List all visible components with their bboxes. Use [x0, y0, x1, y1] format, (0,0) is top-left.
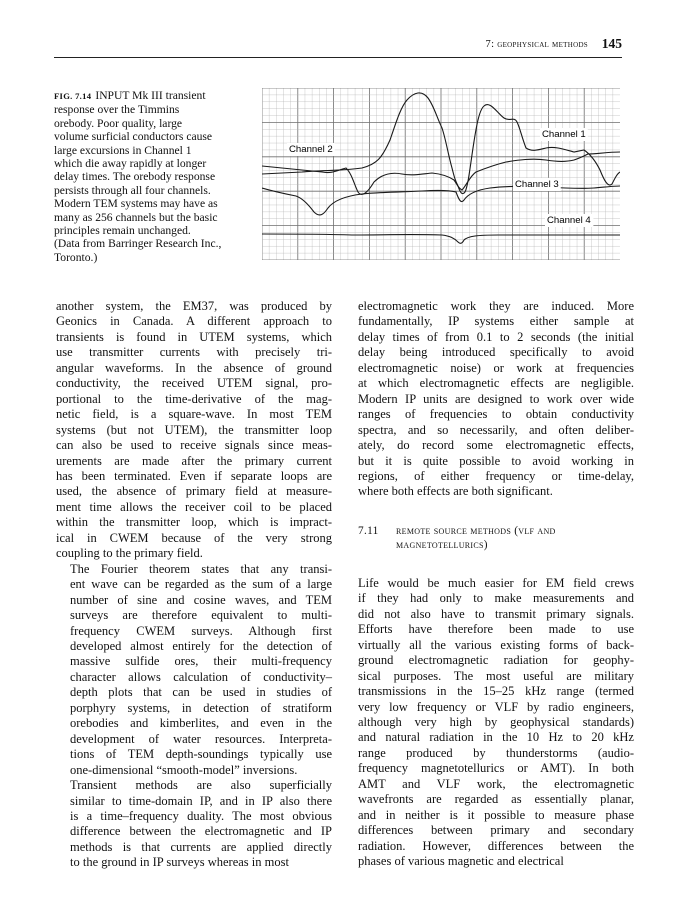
- caption-line: which die away rapidly at longer: [54, 157, 207, 171]
- header-rule: [54, 57, 622, 58]
- text-line: The Fourier theorem states that any transi-: [70, 561, 332, 576]
- text-line: Life would be much easier for EM field crews: [358, 575, 634, 590]
- text-line: ately, do record some electromagnetic effects,: [358, 438, 634, 453]
- figure-svg: [262, 88, 620, 260]
- text-line: another system, the EM37, was produced by: [56, 299, 332, 313]
- text-line: use transmitter currents with precisely tri-: [56, 345, 332, 360]
- text-line: frequency CWEM surveys. Although first: [70, 623, 332, 638]
- channel-2-label: Channel 2: [289, 144, 333, 155]
- paragraph: [358, 576, 634, 870]
- text-line: character allows calculation of conductivity–: [70, 669, 332, 684]
- transient-response-figure: [262, 88, 620, 260]
- text-line: netic field, is a square-wave. In most TEM: [56, 407, 332, 422]
- channel-1-label: Channel 1: [542, 129, 586, 140]
- text-line: where both effects are both significant.: [358, 484, 553, 499]
- text-line: similar to time-domain IP, and in IP also there: [70, 793, 332, 808]
- text-line: regions, of either frequency or time-delay,: [358, 468, 634, 483]
- text-line: is a time–frequency duality. The most obvious: [70, 808, 332, 823]
- caption-line: FIG. 7.14 INPUT Mk III transient: [54, 89, 206, 102]
- text-line: difference between the electromagnetic and IP: [70, 824, 332, 839]
- text-line: frequency magnetotellurics or AMT). In both: [358, 761, 634, 776]
- channel-3-label: Channel 3: [515, 179, 559, 190]
- caption-line: (Data from Barringer Research Inc.,: [54, 237, 222, 251]
- text-line: sical purposes. The most useful are military: [358, 668, 634, 683]
- caption-line: Modern TEM systems may have as: [54, 197, 218, 211]
- text-line: electromagnetic noise) or work at frequencies: [358, 360, 634, 375]
- text-line: electromagnetic work they are induced. More: [358, 299, 634, 313]
- text-line: but it is quite possible to avoid working in: [358, 453, 634, 468]
- text-line: one-dimensional “smooth-model” inversions.: [70, 762, 298, 777]
- text-line: Modern IP units are designed to work over wide: [358, 391, 634, 406]
- page-number: 145: [601, 36, 622, 51]
- text-line: delay times of from 0.1 to 2 seconds (the initial: [358, 329, 634, 344]
- text-line: number of sine and cosine waves, and TEM: [70, 592, 332, 607]
- text-line: differences between primary and secondary: [358, 823, 634, 838]
- text-line: range produced by thunderstorms (audio-: [358, 745, 634, 760]
- text-line: and in neither is it possible to measure phase: [358, 807, 634, 822]
- text-line: systems (but not UTEM), the transmitter loop: [56, 422, 332, 437]
- section-number: 7.11: [358, 524, 379, 537]
- text-line: angular waveforms. In the absence of ground: [56, 360, 332, 375]
- text-line: radiation. However, differences between the: [358, 838, 634, 853]
- caption-line: large excursions in Channel 1: [54, 143, 192, 157]
- text-line: has been terminated. Even if separate loops are: [56, 468, 332, 483]
- caption-line: orebody. Poor quality, large: [54, 116, 183, 130]
- running-header: [54, 36, 622, 54]
- text-line: can also be used to receive signals since meas-: [56, 438, 332, 453]
- text-line: ent wave can be regarded as the sum of a large: [70, 577, 332, 592]
- text-line: to the ground in IP surveys whereas in most: [70, 855, 289, 870]
- text-line: at which electromagnetic effects are negligible.: [358, 376, 634, 391]
- text-line: very low frequency or VLF by radio engineers,: [358, 699, 634, 714]
- text-line: ground electromagnetic radiation for geophy-: [358, 653, 634, 668]
- figure-label: FIG. 7.14: [54, 91, 92, 101]
- caption-line: volume surficial conductors cause: [54, 130, 213, 144]
- left-column: [56, 299, 332, 871]
- text-line: orebodies and kimberlites, and even in the: [70, 716, 332, 731]
- text-line: development of water resources. Interpreta-: [70, 731, 332, 746]
- figure-caption: [54, 89, 254, 264]
- text-line: massive sulfide ores, their multi-frequency: [70, 654, 332, 669]
- paragraph: [358, 299, 634, 500]
- text-line: wavefronts are regarded as essentially planar,: [358, 792, 634, 807]
- caption-line: Toronto.): [54, 250, 98, 264]
- text-line: fundamentally, IP systems either sample at: [358, 314, 634, 329]
- section-title-line: magnetotellurics): [396, 538, 488, 551]
- text-line: surveys are therefore equivalent to multi-: [70, 608, 332, 623]
- text-line: Efforts have therefore been made to use: [358, 622, 634, 637]
- text-line: developed almost entirely for the detection of: [70, 638, 332, 653]
- caption-line: response over the Timmins: [54, 103, 180, 117]
- text-line: ment time allows the receiver coil to be placed: [56, 499, 332, 514]
- text-line: portional to the time-derivative of the mag-: [56, 391, 332, 406]
- text-line: porphyry systems, in detection of stratiform: [70, 700, 332, 715]
- text-line: ical in CWEM because of the very strong: [56, 530, 332, 545]
- section-title-line: remote source methods (vlf and: [396, 524, 556, 537]
- text-line: if they had only to make measurements and: [358, 591, 634, 606]
- caption-line: delay times. The orebody response: [54, 170, 216, 184]
- text-line: coupling to the primary field.: [56, 546, 203, 561]
- caption-line: principles remain unchanged.: [54, 224, 191, 238]
- text-line: depth plots that can be used in studies of: [70, 685, 332, 700]
- text-line: conductivity, the received UTEM signal, pro-: [56, 376, 332, 391]
- text-line: and natural radiation in the 10 Hz to 20 kHz: [358, 730, 634, 745]
- text-line: phases of various magnetic and electrical: [358, 854, 564, 869]
- channel-4-label: Channel 4: [547, 215, 591, 226]
- text-line: Geonics in Canada. A different approach to: [56, 314, 332, 329]
- text-line: within the transmitter loop, which is impract-: [56, 515, 332, 530]
- text-line: did not also have to transmit primary signals.: [358, 606, 634, 621]
- text-line: transmissions in the 15–25 kHz range (termed: [358, 684, 634, 699]
- paragraph: [56, 562, 332, 778]
- text-line: methods is that currents are applied directly: [70, 839, 332, 854]
- text-line: tions of TEM depth-soundings typically use: [70, 747, 332, 762]
- section-heading: [358, 524, 634, 552]
- text-line: delay being introduced specifically to avoid: [358, 345, 634, 360]
- text-line: Transient methods are also superficially: [70, 778, 332, 793]
- paragraph: [56, 299, 332, 562]
- text-line: although very high by geophysical standards): [358, 714, 634, 729]
- text-line: spectra, and so necessarily, and often deliber-: [358, 422, 634, 437]
- caption-line: many as 256 channels but the basic: [54, 210, 218, 224]
- text-line: AMT and VLF work, the electromagnetic: [358, 776, 634, 791]
- text-line: transients is found in UTEM systems, which: [56, 329, 332, 344]
- text-line: ranges of frequencies to obtain conductivity: [358, 407, 634, 422]
- paragraph: [56, 778, 332, 871]
- text-line: used, the absence of primary field at measure-: [56, 484, 332, 499]
- caption-line: persists through all four channels.: [54, 183, 211, 197]
- chapter-title: 7: geophysical methods: [485, 39, 588, 50]
- text-line: urements are made after the primary current: [56, 453, 332, 468]
- text-line: virtually all the various existing forms of back-: [358, 637, 634, 652]
- right-column: [358, 299, 634, 870]
